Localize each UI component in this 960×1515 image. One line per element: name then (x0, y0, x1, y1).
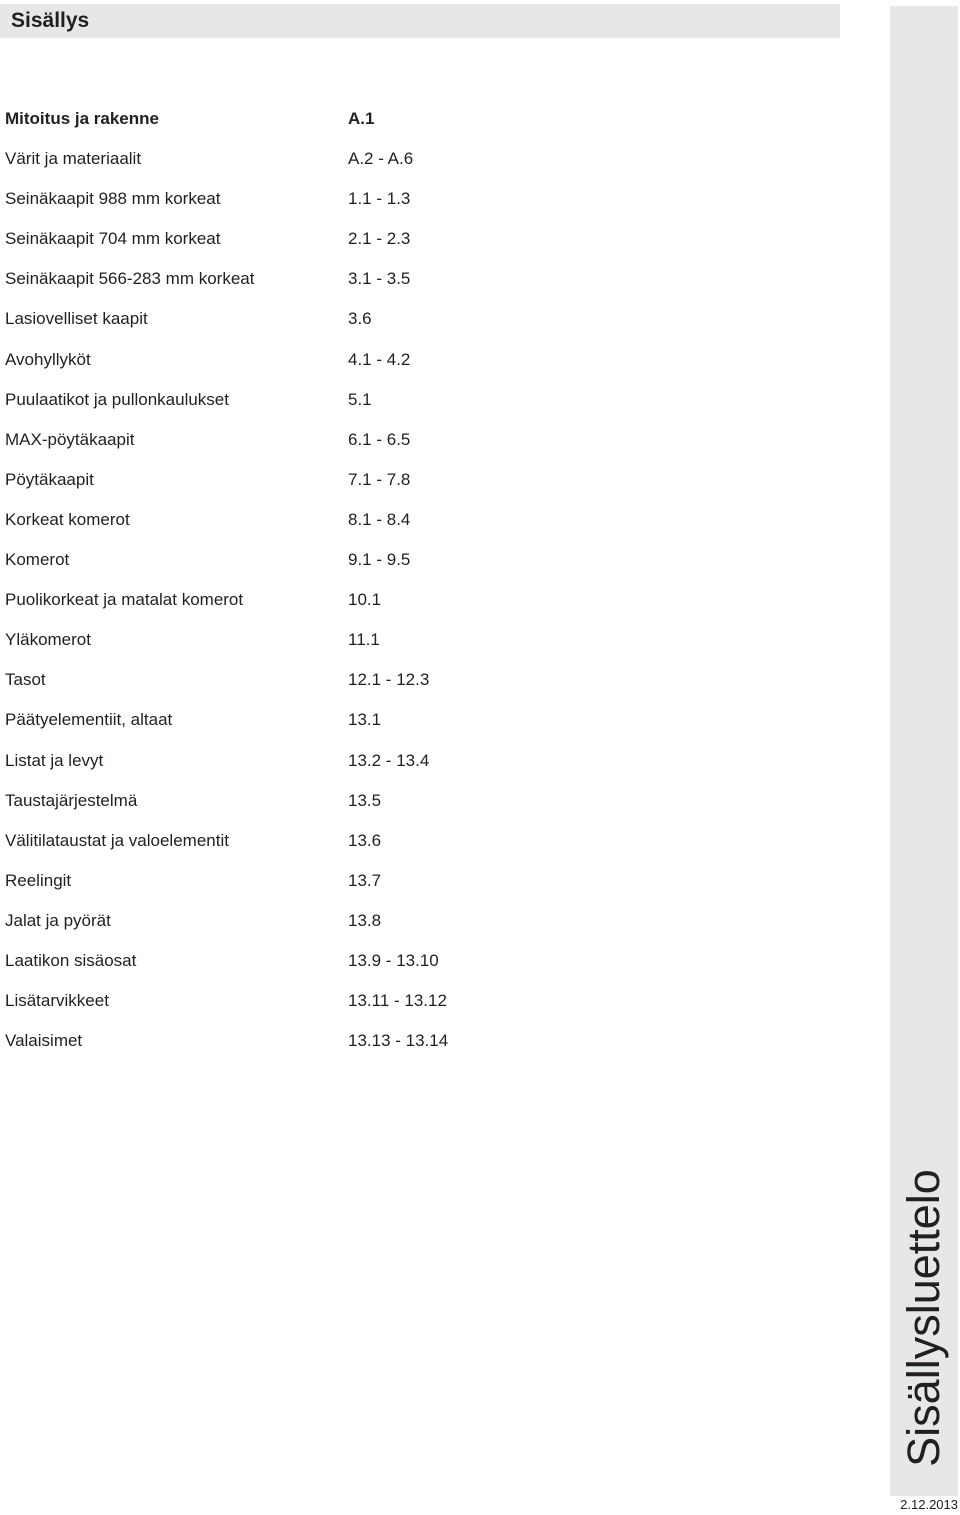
toc-entry (0, 870, 560, 910)
toc-entry-label: Puolikorkeat ja matalat komerot (5, 590, 244, 610)
toc-entry-label: Lasiovelliset kaapit (5, 309, 148, 329)
toc-entry (0, 750, 560, 790)
toc-entry-label: Komerot (5, 550, 70, 570)
toc-entry (0, 308, 560, 348)
document-date: 2.12.2013 (900, 1497, 958, 1512)
toc-entry-label: Mitoitus ja rakenne (5, 109, 159, 128)
toc-entry-label: Korkeat komerot (5, 509, 130, 529)
toc-entry-pages: 13.9 - 13.10 (348, 950, 439, 970)
toc-entry-label: Valaisimet (5, 1031, 83, 1051)
toc-entry-label: Listat ja levyt (5, 750, 104, 770)
toc-entry-label: Pöytäkaapit (5, 469, 94, 489)
toc-entry-label: Laatikon sisäosat (5, 950, 137, 970)
toc-entry-pages: 13.13 - 13.14 (348, 1031, 449, 1051)
toc-entry-label: Lisätarvikkeet (5, 991, 109, 1011)
toc-entry (0, 228, 560, 268)
toc-entry-pages: 3.1 - 3.5 (348, 269, 411, 289)
toc-entry-label: Reelingit (5, 870, 72, 890)
toc-entry-pages: 10.1 (348, 590, 382, 610)
toc-entry-label: Avohyllyköt (5, 349, 91, 369)
toc-entry (0, 950, 560, 990)
toc-entry-label: Värit ja materiaalit (5, 149, 142, 169)
toc-entry-pages: A.1 (348, 109, 375, 128)
table-of-contents (0, 108, 560, 1070)
toc-entry-pages: 13.11 - 13.12 (348, 991, 447, 1011)
toc-entry-pages: 4.1 - 4.2 (348, 349, 411, 369)
toc-entry-pages: 5.1 (348, 389, 372, 409)
toc-entry-pages: 11.1 (348, 630, 380, 650)
toc-entry-pages: 13.1 (348, 710, 382, 730)
toc-entry-pages: 9.1 - 9.5 (348, 550, 411, 570)
toc-entry (0, 1030, 560, 1070)
toc-entry-pages: 3.6 (348, 309, 372, 329)
toc-entry-label: Seinäkaapit 988 mm korkeat (5, 189, 221, 209)
toc-entry-label: Tasot (5, 670, 46, 690)
toc-entry-label: Päätyelementiit, altaat (5, 710, 173, 730)
toc-entry (0, 148, 560, 188)
toc-entry (0, 990, 560, 1030)
toc-entry (0, 108, 560, 148)
toc-entry-pages: 6.1 - 6.5 (348, 429, 411, 449)
toc-entry-label: Yläkomerot (5, 630, 91, 650)
toc-entry (0, 188, 560, 228)
toc-entry-label: Seinäkaapit 566-283 mm korkeat (5, 269, 255, 289)
toc-entry-pages: 1.1 - 1.3 (348, 189, 411, 209)
toc-entry (0, 469, 560, 509)
toc-entry (0, 268, 560, 308)
toc-entry (0, 629, 560, 669)
toc-entry-pages: 13.2 - 13.4 (348, 750, 430, 770)
side-title (890, 1160, 958, 1475)
toc-entry (0, 669, 560, 709)
toc-entry-label: Välitilataustat ja valoelementit (5, 830, 229, 850)
toc-entry-label: Taustajärjestelmä (5, 790, 138, 810)
toc-entry (0, 349, 560, 389)
toc-entry (0, 790, 560, 830)
toc-entry-label: Puulaatikot ja pullonkaulukset (5, 389, 229, 409)
toc-entry (0, 389, 560, 429)
toc-entry-pages: 13.8 (348, 910, 382, 930)
toc-entry (0, 910, 560, 950)
page-title: Sisällys (11, 9, 90, 32)
toc-entry-pages: 13.6 (348, 830, 382, 850)
toc-entry (0, 509, 560, 549)
toc-entry-label: Jalat ja pyörät (5, 910, 111, 930)
toc-entry-pages: 12.1 - 12.3 (348, 670, 430, 690)
toc-entry-pages: 8.1 - 8.4 (348, 509, 411, 529)
toc-entry-pages: A.2 - A.6 (348, 149, 414, 169)
toc-entry (0, 589, 560, 629)
side-title-text: Sisällysluettelo (898, 1168, 949, 1467)
toc-entry-label: Seinäkaapit 704 mm korkeat (5, 229, 221, 249)
toc-entry-pages: 13.5 (348, 790, 382, 810)
toc-entry (0, 709, 560, 749)
toc-entry-pages: 7.1 - 7.8 (348, 469, 411, 489)
toc-entry-pages: 2.1 - 2.3 (348, 229, 411, 249)
toc-entry-pages: 13.7 (348, 870, 382, 890)
toc-entry (0, 549, 560, 589)
header-bar (0, 4, 840, 38)
toc-entry (0, 429, 560, 469)
toc-entry-label: MAX-pöytäkaapit (5, 429, 135, 449)
toc-entry (0, 830, 560, 870)
